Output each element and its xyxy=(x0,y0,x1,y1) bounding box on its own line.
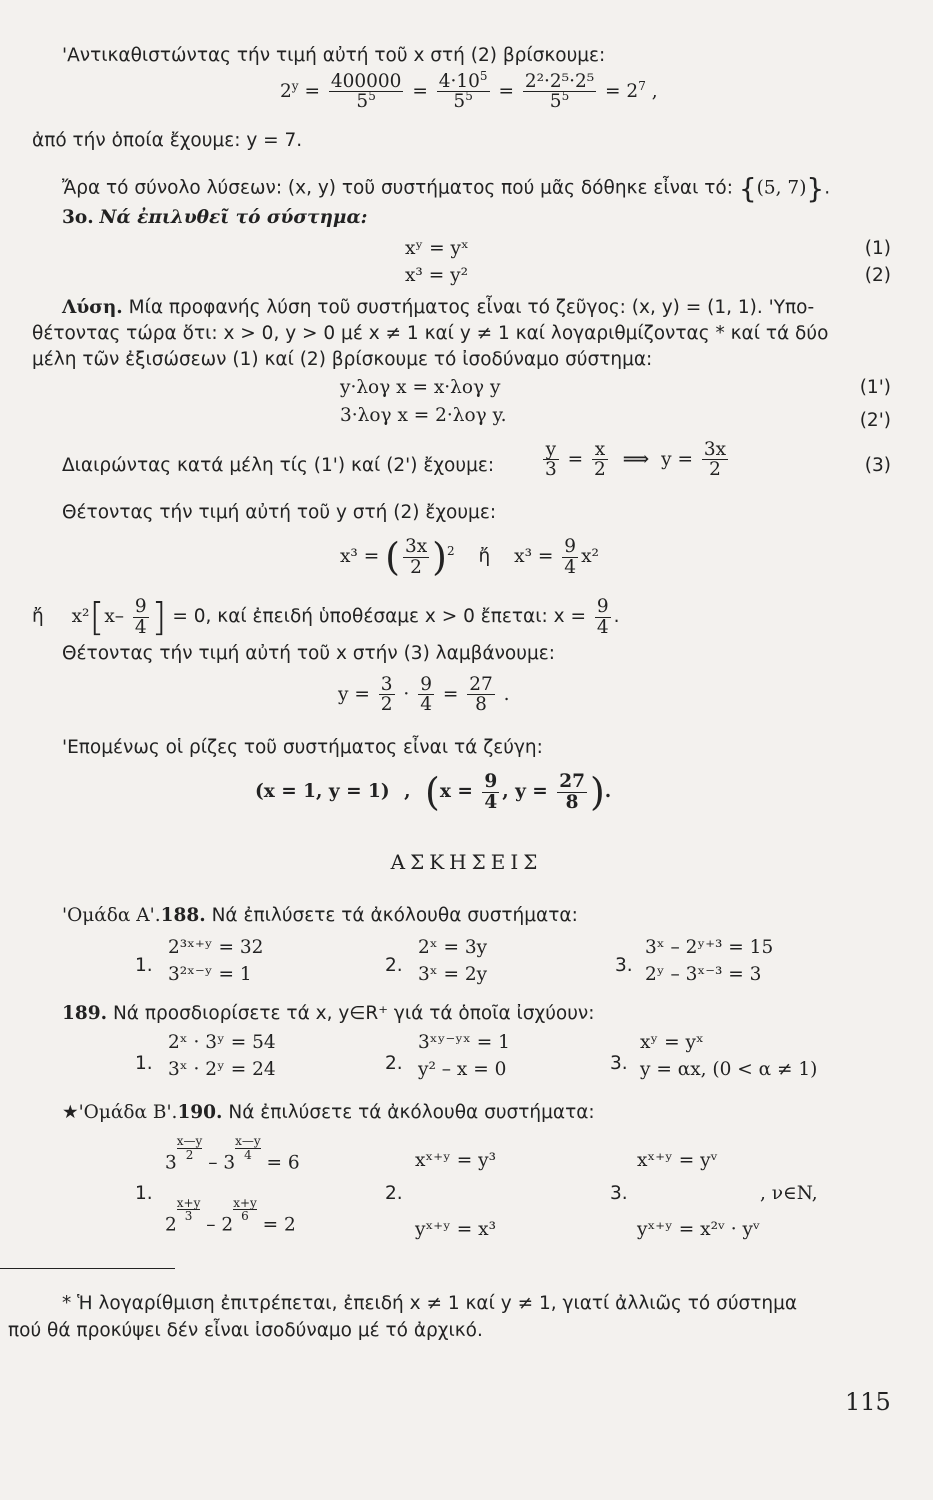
ex190-item3-number: 3. xyxy=(610,1183,628,1204)
ex190-nu-condition: , ν∈N, xyxy=(760,1183,818,1204)
x-cubed-equation: x³ = ( $\frac{3x}{2}$ )$^2$ ἤ x³ = $\frac{9}{4}$ x² xyxy=(340,535,599,579)
section-3-title: 3ο. Νά ἐπιλυθεῖ τό σύστημα: xyxy=(62,207,368,228)
ex189-system2: 3ˣʸ⁻ʸˣ = 1 y² – x = 0 xyxy=(418,1032,510,1080)
footnote-line1: * Ἡ λογαρίθμιση ἐπιτρέπεται, ἐπειδή x ≠ 1 καί y ≠ 1, γιατί ἀλλιῶς τό σύστημα xyxy=(62,1293,798,1314)
roots-equation: (x = 1, y = 1) , (x = $\frac{9}{4}$ , y = $\frac{27}{8}$ ). xyxy=(255,770,612,814)
paragraph-solution-set: Ἄρα τό σύνολο λύσεων: (x, y) τοῦ συστήματος πού μᾶς δόθηκε εἶναι τό: {(5, 7)}. xyxy=(62,172,831,205)
system-eq2-number: (2) xyxy=(864,265,891,286)
ex190-system1: 3 $\frac{x—y}{2}$ – 3 $\frac{x—y}{4}$ = 6 2 $\frac{x+y}{3}$ – 2 $\frac{x+y}{6}$ = 2 xyxy=(165,1134,300,1236)
footnote-line2: πού θά προκύψει δέν εἶναι ἰσοδύναμο μέ τό ἀρχικό. xyxy=(8,1320,483,1341)
ex189-system1: 2ˣ · 3ʸ = 54 3ˣ · 2ʸ = 24 xyxy=(168,1032,276,1080)
substitute-x-text: Θέτοντας τήν τιμή αὐτή τοῦ x στήν (3) λαμβάνουμε: xyxy=(62,643,555,664)
ex190-system2: xˣ⁺ʸ = y³ yˣ⁺ʸ = x³ xyxy=(415,1150,497,1240)
log-equation-1-number: (1') xyxy=(859,377,891,398)
division-text: Διαιρώντας κατά μέλη τίς (1') καί (2') ἔχουμε: xyxy=(62,455,495,476)
system-eq2: x³ = y² xyxy=(405,265,468,286)
exercise-189-header: 189. Νά προσδιορίσετε τά x, y∈R⁺ γιά τά ὁποῖα ἰσχύουν: xyxy=(62,1003,595,1024)
footnote-rule xyxy=(0,1268,175,1269)
y-value-equation: y = $\frac{3}{2}$ · $\frac{9}{4}$ = $\frac{27}{8}$ . xyxy=(338,674,510,716)
exercise-188-header: 'Ομάδα Α'.188. Νά ἐπιλύσετε τά ἀκόλουθα συστήματα: xyxy=(62,905,578,926)
paragraph-substitution: 'Αντικαθιστώντας τήν τιμή αὐτή τοῦ x στή (2) βρίσκουμε: xyxy=(62,45,606,66)
ex190-item1-number: 1. xyxy=(135,1183,153,1204)
log-equation-2-number: (2') xyxy=(859,410,891,431)
ex189-item1-number: 1. xyxy=(135,1053,153,1074)
division-equation-number: (3) xyxy=(864,455,891,476)
roots-text: 'Επομένως οἱ ρίζες τοῦ συστήματος εἶναι τά ζεύγη: xyxy=(62,737,543,758)
equation-2-power-y: $2^y$ = $\frac{400000}{5^5}$ = $\frac{4\cdot 10^5}{5^5}$ = $\frac{\text{2²·2⁵·2⁵}}{5^5}$ = $2^7$ , xyxy=(280,68,658,113)
substitute-y-text: Θέτοντας τήν τιμή αὐτή τοῦ y στή (2) ἔχουμε: xyxy=(62,502,497,523)
solution-paragraph-line3: μέλη τῶν ἐξισώσεων (1) καί (2) βρίσκουμε τό ἰσοδύναμο σύστημα: xyxy=(32,349,653,370)
ex188-system3: 3ˣ – 2ʸ⁺³ = 15 2ʸ – 3ˣ⁻³ = 3 xyxy=(645,937,774,985)
system-eq1-number: (1) xyxy=(864,238,891,259)
ex189-item3-number: 3. xyxy=(610,1053,628,1074)
ex188-item3-number: 3. xyxy=(615,955,633,976)
solution-paragraph-line1: Λύση. Μία προφανής λύση τοῦ συστήματος εἶναι τό ζεῦγος: (x, y) = (1, 1). 'Υπο- xyxy=(62,297,815,318)
ex188-item1-number: 1. xyxy=(135,955,153,976)
solution-paragraph-line2: θέτοντας τώρα ὅτι: x > 0, y > 0 μέ x ≠ 1 καί y ≠ 1 καί λογαριθμίζοντας * καί τά δύο xyxy=(32,323,829,344)
ex190-system3: xˣ⁺ʸ = yᵛ yˣ⁺ʸ = x²ᵛ · yᵛ xyxy=(637,1150,760,1240)
ex189-system3: xʸ = yˣ y = αx, (0 < α ≠ 1) xyxy=(640,1032,818,1080)
ex188-system1: 2³ˣ⁺ʸ = 32 3²ˣ⁻ʸ = 1 xyxy=(168,937,264,985)
ex189-item2-number: 2. xyxy=(385,1053,403,1074)
exercises-heading: ΑΣΚΗΣΕΙΣ xyxy=(390,850,543,874)
factored-equation-line: ἤ x²[x– $\frac{9}{4}$ ] = 0, καί ἐπειδή ὑποθέσαμε x > 0 ἔπεται: x = $\frac{9}{4}$ . xyxy=(32,595,620,639)
log-equation-2: 3·λογ x = 2·λογ y. xyxy=(340,405,507,426)
system-eq1: xʸ = yˣ xyxy=(405,238,469,259)
ex188-item2-number: 2. xyxy=(385,955,403,976)
ex188-system2: 2ˣ = 3y 3ˣ = 2y xyxy=(418,937,488,985)
paragraph-y-result: ἀπό τήν ὁποία ἔχουμε: y = 7. xyxy=(32,130,303,151)
exercise-190-header: ★'Ομάδα Β'.190. Νά ἐπιλύσετε τά ἀκόλουθα συστήματα: xyxy=(62,1102,595,1123)
ex190-item2-number: 2. xyxy=(385,1183,403,1204)
division-equation: $\frac{y}{3}$ = $\frac{x}{2}$ ⟹ y = $\frac{3x}{2}$ xyxy=(545,439,727,481)
page-number: 115 xyxy=(845,1388,891,1416)
log-equation-1: y·λογ x = x·λογ y xyxy=(340,377,501,398)
